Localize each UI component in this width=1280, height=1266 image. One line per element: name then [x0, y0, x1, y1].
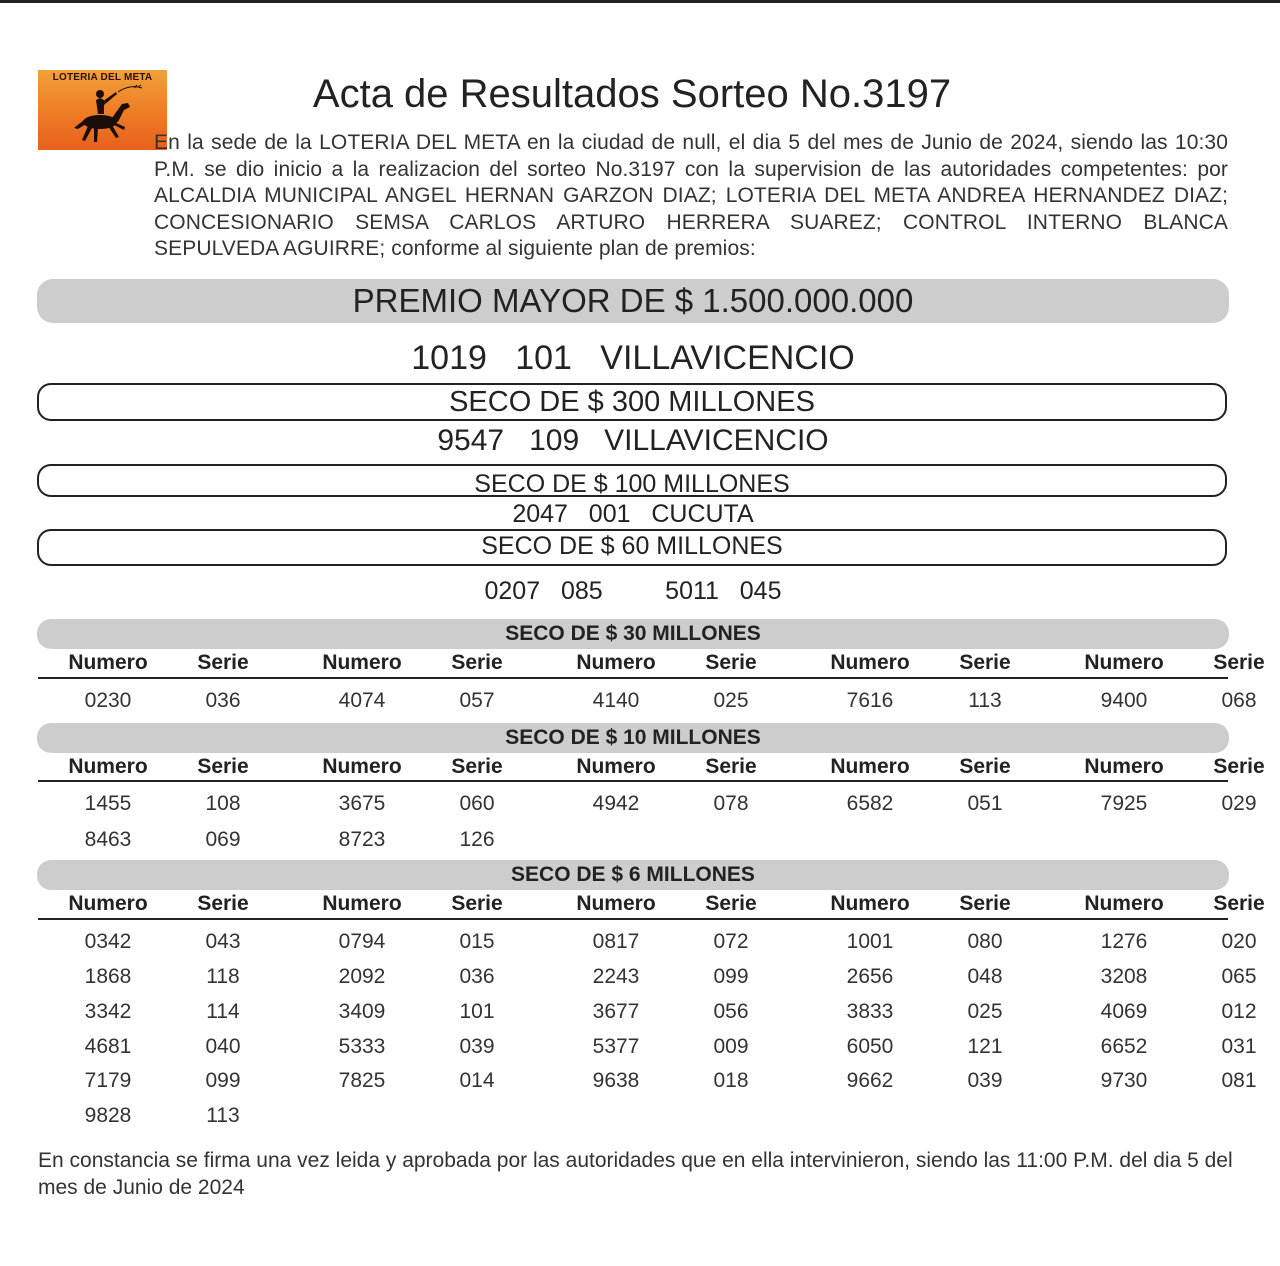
numero-header: Numero: [68, 755, 148, 778]
serie-cell: 080: [967, 930, 1003, 953]
top-border: [0, 0, 1280, 3]
serie-header: Serie: [1213, 755, 1265, 778]
serie-cell: 108: [205, 792, 241, 815]
numero-cell: 1276: [1100, 930, 1148, 953]
numero-cell: 1868: [84, 965, 132, 988]
serie-cell: 072: [713, 930, 749, 953]
numero-header: Numero: [1084, 651, 1164, 674]
premio-mayor-band: [37, 279, 1229, 323]
numero-cell: 0817: [592, 930, 640, 953]
serie-cell: 113: [968, 689, 1002, 712]
numero-cell: 1001: [846, 930, 894, 953]
serie-cell: 057: [459, 689, 495, 712]
numero-cell: 0230: [84, 689, 132, 712]
serie-cell: 009: [713, 1035, 749, 1058]
serie-cell: 118: [206, 965, 240, 988]
serie-header: Serie: [959, 651, 1011, 674]
seco-300-band: [37, 383, 1227, 421]
numero-cell: 5333: [338, 1035, 386, 1058]
serie-cell: 056: [713, 1000, 749, 1023]
numero-cell: 5377: [592, 1035, 640, 1058]
numero-cell: 6652: [1100, 1035, 1148, 1058]
numero-cell: 0342: [84, 930, 132, 953]
numero-header: Numero: [576, 651, 656, 674]
numero-cell: 2656: [846, 965, 894, 988]
numero-cell: 4140: [592, 689, 640, 712]
header-underline: [38, 780, 1228, 782]
numero-cell: 8723: [338, 828, 386, 851]
numero-cell: 3675: [338, 792, 386, 815]
numero-cell: 8463: [84, 828, 132, 851]
serie-cell: 126: [459, 828, 495, 851]
serie-cell: 015: [459, 930, 495, 953]
numero-header: Numero: [576, 892, 656, 915]
serie-cell: 121: [967, 1035, 1003, 1058]
serie-cell: 014: [459, 1069, 495, 1092]
serie-header: Serie: [705, 755, 757, 778]
numero-cell: 9400: [1100, 689, 1148, 712]
serie-header: Serie: [197, 651, 249, 674]
serie-cell: 069: [205, 828, 241, 851]
header-underline: [38, 677, 1228, 679]
serie-cell: 043: [205, 930, 241, 953]
numero-cell: 9828: [84, 1104, 132, 1127]
serie-header: Serie: [705, 651, 757, 674]
seco-300-label: SECO DE $ 300 MILLONES: [449, 386, 815, 418]
serie-header: Serie: [705, 892, 757, 915]
logo-text: LOTERIA DEL META: [52, 72, 153, 83]
serie-header: Serie: [959, 892, 1011, 915]
serie-cell: 048: [967, 965, 1003, 988]
seco-300-winner: 9547 109 VILLAVICENCIO: [437, 424, 829, 457]
seco-60-band: [37, 529, 1227, 566]
seco-100-label: SECO DE $ 100 MILLONES: [474, 470, 790, 498]
section-band: SECO DE $ 30 MILLONES: [37, 619, 1229, 649]
numero-cell: 7179: [84, 1069, 132, 1092]
numero-header: Numero: [830, 755, 910, 778]
numero-cell: 4074: [338, 689, 386, 712]
serie-cell: 065: [1221, 965, 1257, 988]
serie-cell: 099: [205, 1069, 241, 1092]
numero-cell: 1455: [84, 792, 132, 815]
numero-cell: 3833: [846, 1000, 894, 1023]
numero-cell: 2243: [592, 965, 640, 988]
serie-cell: 018: [713, 1069, 749, 1092]
seco-100-band: [37, 464, 1227, 497]
serie-cell: 060: [459, 792, 495, 815]
serie-header: Serie: [197, 755, 249, 778]
numero-header: Numero: [830, 892, 910, 915]
serie-cell: 051: [967, 792, 1003, 815]
numero-header: Numero: [1084, 892, 1164, 915]
numero-cell: 6582: [846, 792, 894, 815]
serie-cell: 039: [967, 1069, 1003, 1092]
numero-cell: 3409: [338, 1000, 386, 1023]
numero-cell: 3208: [1100, 965, 1148, 988]
serie-cell: 020: [1221, 930, 1257, 953]
numero-cell: 9638: [592, 1069, 640, 1092]
numero-cell: 9662: [846, 1069, 894, 1092]
numero-header: Numero: [576, 755, 656, 778]
numero-cell: 7825: [338, 1069, 386, 1092]
serie-cell: 081: [1221, 1069, 1257, 1092]
serie-cell: 078: [713, 792, 749, 815]
serie-cell: 036: [205, 689, 241, 712]
serie-cell: 040: [205, 1035, 241, 1058]
serie-cell: 068: [1221, 689, 1257, 712]
numero-cell: 3342: [84, 1000, 132, 1023]
serie-header: Serie: [451, 755, 503, 778]
serie-header: Serie: [451, 892, 503, 915]
numero-cell: 9730: [1100, 1069, 1148, 1092]
serie-cell: 031: [1221, 1035, 1257, 1058]
serie-cell: 025: [713, 689, 749, 712]
premio-mayor-label: PREMIO MAYOR DE $ 1.500.000.000: [352, 282, 914, 319]
serie-cell: 012: [1221, 1000, 1257, 1023]
seco-60-label: SECO DE $ 60 MILLONES: [481, 532, 783, 560]
serie-cell: 039: [459, 1035, 495, 1058]
serie-cell: 101: [459, 1000, 495, 1023]
numero-cell: 4942: [592, 792, 640, 815]
serie-header: Serie: [959, 755, 1011, 778]
serie-cell: 114: [206, 1000, 240, 1023]
serie-header: Serie: [451, 651, 503, 674]
page-title: Acta de Resultados Sorteo No.3197: [312, 72, 952, 116]
header-underline: [38, 918, 1228, 920]
serie-cell: 036: [459, 965, 495, 988]
numero-header: Numero: [68, 892, 148, 915]
numero-header: Numero: [322, 651, 402, 674]
serie-cell: 113: [206, 1104, 240, 1127]
seco-60-winners: 0207 085 5011 045: [484, 577, 782, 605]
serie-header: Serie: [1213, 892, 1265, 915]
numero-header: Numero: [322, 892, 402, 915]
numero-cell: 7925: [1100, 792, 1148, 815]
serie-cell: 099: [713, 965, 749, 988]
numero-header: Numero: [322, 755, 402, 778]
numero-cell: 7616: [846, 689, 894, 712]
serie-header: Serie: [197, 892, 249, 915]
serie-cell: 029: [1221, 792, 1257, 815]
numero-header: Numero: [68, 651, 148, 674]
premio-mayor-winner: 1019 101 VILLAVICENCIO: [411, 339, 855, 377]
serie-header: Serie: [1213, 651, 1265, 674]
intro-paragraph: En la sede de la LOTERIA DEL META en la ciudad de null, el dia 5 del mes de Junio de 2024, siendo las 10:30 P.M. se dio inicio a la realizacion del sorteo No.3197 con la supervision de las autoridades competentes: por ALCALDIA MUNICIPAL ANGEL HERNAN GARZON DIAZ; LOTERIA DEL META ANDREA HERNANDEZ DIAZ; CONCESIONARIO SEMSA CARLOS ARTURO HERRERA SUAREZ; CONTROL INTERNO BLANCA SEPULVEDA AGUIRRE; conforme al siguiente plan de premios:: [154, 131, 1228, 260]
numero-cell: 3677: [592, 1000, 640, 1023]
numero-cell: 6050: [846, 1035, 894, 1058]
numero-header: Numero: [830, 651, 910, 674]
seco-100-winner: 2047 001 CUCUTA: [512, 500, 754, 528]
numero-header: Numero: [1084, 755, 1164, 778]
numero-cell: 0794: [338, 930, 386, 953]
numero-cell: 4681: [84, 1035, 132, 1058]
numero-cell: 4069: [1100, 1000, 1148, 1023]
footer-paragraph: En constancia se firma una vez leida y aprobada por las autoridades que en ella intervinieron, siendo las 11:00 P.M. del dia 5 del mes de Junio de 2024: [38, 1149, 1233, 1199]
numero-cell: 2092: [338, 965, 386, 988]
section-band: SECO DE $ 10 MILLONES: [37, 723, 1229, 753]
serie-cell: 025: [967, 1000, 1003, 1023]
section-band: SECO DE $ 6 MILLONES: [37, 860, 1229, 890]
